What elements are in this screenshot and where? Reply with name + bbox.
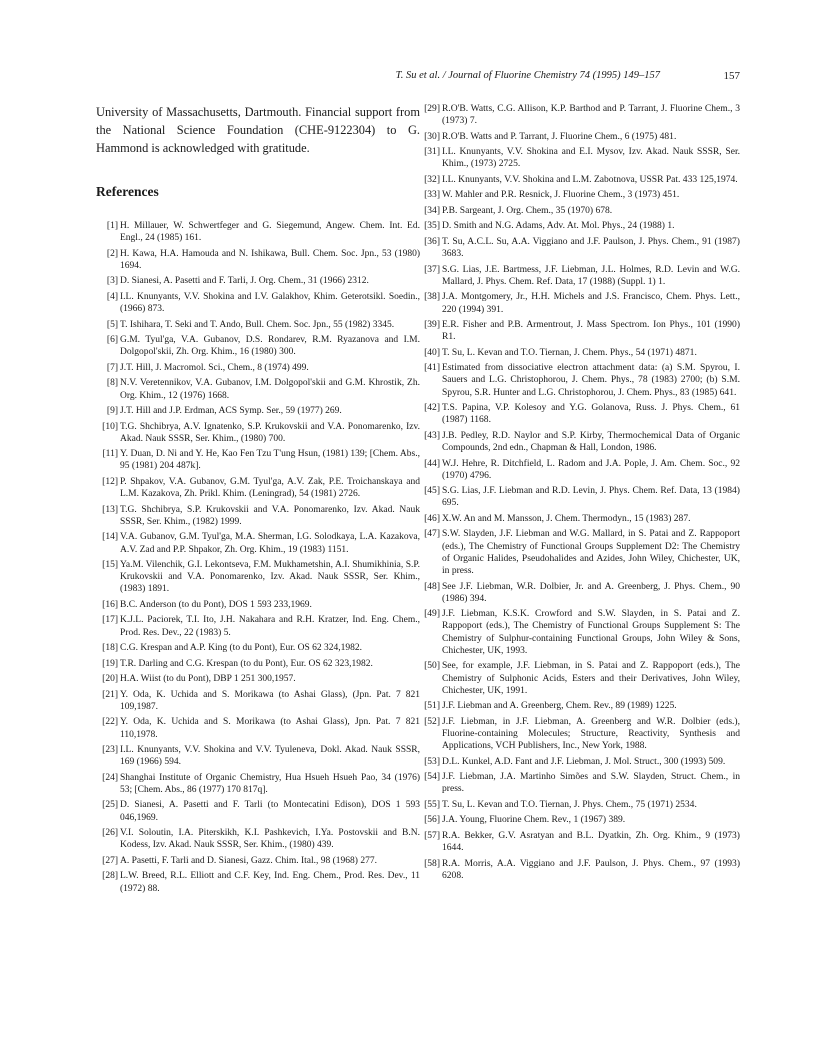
reference-item	[418, 189, 740, 201]
reference-item	[418, 347, 740, 359]
reference-number: [38]	[424, 291, 440, 303]
reference-item	[96, 377, 420, 401]
reference-text: J.B. Pedley, R.D. Naylor and S.P. Kirby, Thermochemical Data of Organic Compounds, 2nd edn., Chapman & Hall, London, 1986.	[442, 429, 740, 454]
reference-item	[96, 531, 420, 555]
reference-number: [1]	[106, 221, 118, 231]
reference-number: [48]	[424, 580, 440, 592]
reference-text: See, for example, J.F. Liebman, in S. Patai and Z. Rappoport (eds.), The Chemistry of Sulphonic Acids, Esters and their Derivatives, John Wiley, Chichester, UK, 1991.	[442, 660, 740, 696]
reference-text: Estimated from dissociative electron attachment data: (a) S.M. Spyrou, I. Sauers and L.G. Christophorou, J. Chem. Phys., 78 (1983) 2700; (b) S.M. Spyrou, S.R. Hunter and L.G. Christophorou, J. Chem. Phys., 83 (1985) 641.	[442, 362, 740, 398]
reference-number: [18]	[102, 643, 118, 654]
reference-text: J.T. Hill and J.P. Erdman, ACS Symp. Ser., 59 (1977) 269.	[120, 406, 342, 417]
reference-list-left	[96, 220, 420, 895]
running-head: T. Su et al. / Journal of Fluorine Chemistry 74 (1995) 149–157	[395, 70, 660, 81]
reference-text: V.I. Soloutin, I.A. Piterskikh, K.I. Pashkevich, I.Ya. Postovskii and B.N. Kodess, Izv. Akad. Nauk SSSR, Ser. Khim., (1980) 439.	[120, 828, 420, 851]
reference-text: R.O'B. Watts, C.G. Allison, K.P. Barthod and P. Tarrant, J. Fluorine Chem., 3 (1973) 7.	[442, 103, 740, 127]
reference-text: Y. Duan, D. Ni and Y. He, Kao Fen Tzu T'ung Hsun, (1981) 139; [Chem. Abs., 95 (1981) 204 487k].	[120, 449, 420, 472]
reference-item	[418, 716, 740, 753]
reference-number: [2]	[106, 248, 118, 259]
reference-number: [15]	[102, 560, 118, 571]
reference-text: D.L. Kunkel, A.D. Fant and J.F. Liebman, J. Mol. Struct., 300 (1993) 509.	[442, 755, 726, 767]
right-column	[418, 103, 740, 885]
references-heading: References	[96, 184, 159, 199]
reference-text: X.W. An and M. Mansson, J. Chem. Thermodyn., 15 (1983) 287.	[442, 512, 691, 524]
reference-text: T. Su, L. Kevan and T.O. Tiernan, J. Chem. Phys., 54 (1971) 4871.	[442, 346, 697, 358]
reference-item	[418, 402, 740, 426]
reference-item	[418, 264, 740, 288]
reference-text: N.V. Veretennikov, V.A. Gubanov, I.M. Dolgopol'skii and G.M. Khrostik, Zh. Org. Khim., 12 (1976) 1668.	[120, 378, 420, 401]
reference-number: [39]	[424, 319, 440, 331]
reference-text: P. Shpakov, V.A. Gubanov, G.M. Tyul'ga, A.V. Zak, P.E. Troichanskaya and L.M. Kazakova, Zh. Prikl. Khim. (Leningrad), 54 (1981) 2726.	[120, 476, 420, 500]
reference-number: [26]	[102, 828, 118, 839]
reference-item	[96, 772, 420, 796]
reference-item	[96, 291, 420, 315]
reference-text: T. Su, A.C.L. Su, A.A. Viggiano and J.F. Paulson, J. Phys. Chem., 91 (1987) 3683.	[442, 235, 740, 260]
reference-text: J.F. Liebman and A. Greenberg, Chem. Rev., 89 (1989) 1225.	[442, 700, 677, 712]
reference-item	[418, 660, 740, 697]
reference-number: [42]	[424, 402, 440, 414]
reference-number: [35]	[424, 220, 440, 232]
reference-text: T.G. Shchibrya, S.P. Krukovskii and V.A. Ponomarenko, Izv. Akad. Nauk SSSR, Ser. Khim., (1982) 1999.	[120, 504, 420, 527]
left-column	[96, 103, 420, 898]
reference-item	[418, 700, 740, 712]
reference-text: K.J.L. Paciorek, T.I. Ito, J.H. Nakahara and R.H. Kratzer, Ind. Eng. Chem., Prod. Res. Dev., 22 (1983) 5.	[120, 615, 420, 638]
reference-item	[418, 608, 740, 657]
reference-number: [34]	[424, 204, 440, 216]
reference-item	[96, 220, 420, 244]
reference-text: V.A. Gubanov, G.M. Tyul'ga, M.A. Sherman, I.G. Solodkaya, L.A. Kazakova, A.V. Zad and P.P. Shpakor, Zh. Org. Khim., 19 (1983) 1151.	[120, 532, 420, 555]
reference-text: Ya.M. Vilenchik, G.I. Lekontseva, F.M. Mukhametshin, A.I. Shumikhinia, S.P. Krukovskii and V.A. Ponomarenko, Izv. Akad. Nauk SSSR, Ser. Khim., (1983) 1891.	[120, 560, 420, 595]
reference-number: [5]	[106, 319, 118, 330]
reference-number: [41]	[424, 362, 440, 374]
reference-number: [31]	[424, 146, 440, 158]
reference-number: [58]	[424, 857, 440, 869]
reference-number: [54]	[424, 771, 440, 783]
reference-number: [55]	[424, 798, 440, 810]
reference-number: [47]	[424, 528, 440, 540]
reference-text: D. Sianesi, A. Pasetti and F. Tarli (to Montecatini Edison), DOS 1 593 046,1969.	[120, 800, 420, 823]
reference-number: [9]	[106, 406, 118, 417]
reference-text: H.A. Wiist (to du Pont), DBP 1 251 300,1957.	[120, 674, 296, 685]
reference-text: A. Pasetti, F. Tarli and D. Sianesi, Gazz. Chim. Ital., 98 (1968) 277.	[120, 855, 377, 866]
reference-item	[96, 421, 420, 445]
reference-item	[96, 744, 420, 768]
reference-number: [29]	[424, 103, 440, 114]
reference-text: I.L. Knunyants, V.V. Shokina and L.M. Zabotnova, USSR Pat. 433 125,1974.	[442, 173, 738, 185]
reference-item	[418, 236, 740, 260]
reference-number: [56]	[424, 814, 440, 826]
reference-text: T.R. Darling and C.G. Krespan (to du Pont), Eur. OS 62 323,1982.	[120, 658, 373, 669]
reference-item	[418, 430, 740, 454]
reference-item	[96, 504, 420, 528]
reference-item	[418, 756, 740, 768]
reference-number: [50]	[424, 660, 440, 672]
reference-number: [12]	[102, 476, 118, 487]
acknowledgement-text: University of Massachusetts, Dartmouth. Financial support from the National Science Foundation (CHE-9122304) to G. Hammond is acknowledged with gratitude.	[96, 105, 420, 155]
reference-item	[96, 689, 420, 713]
reference-item	[418, 291, 740, 315]
reference-number: [3]	[106, 276, 118, 287]
reference-text: S.G. Lias, J.E. Bartmess, J.F. Liebman, J.L. Holmes, R.D. Levin and W.G. Mallard, J. Phys. Chem. Ref. Data, 17 (1988) (Suppl. 1) 1.	[442, 263, 740, 287]
reference-item	[418, 830, 740, 854]
reference-text: R.A. Morris, A.A. Viggiano and J.F. Paulson, J. Phys. Chem., 97 (1993) 6208.	[442, 857, 740, 881]
reference-item	[96, 799, 420, 823]
reference-item	[96, 334, 420, 358]
reference-item	[96, 642, 420, 654]
reference-item	[418, 174, 740, 186]
reference-number: [24]	[102, 772, 118, 783]
reference-item	[418, 220, 740, 232]
reference-text: L.W. Breed, R.L. Elliott and C.F. Key, Ind. Eng. Chem., Prod. Res. Dev., 11 (1972) 88.	[120, 871, 420, 894]
reference-number: [13]	[102, 504, 118, 515]
reference-item	[96, 673, 420, 685]
reference-number: [25]	[102, 800, 118, 811]
reference-item	[418, 205, 740, 217]
reference-number: [43]	[424, 429, 440, 441]
reference-item	[96, 275, 420, 287]
reference-text: See J.F. Liebman, W.R. Dolbier, Jr. and A. Greenberg, J. Phys. Chem., 90 (1986) 394.	[442, 580, 740, 604]
reference-number: [32]	[424, 173, 440, 185]
reference-number: [14]	[102, 532, 118, 543]
reference-number: [8]	[106, 378, 118, 389]
reference-text: H. Millauer, W. Schwertfeger and G. Siegemund, Angew. Chem. Int. Ed. Engl., 24 (1985) 161.	[120, 221, 420, 244]
reference-text: I.L. Knunyants, V.V. Shokina and E.I. Mysov, Izv. Akad. Nauk SSSR, Ser. Khim., (1973) 2725.	[442, 146, 740, 170]
reference-number: [45]	[424, 485, 440, 497]
reference-text: S.W. Slayden, J.F. Liebman and W.G. Mallard, in S. Patai and Z. Rappoport (eds.), The Chemistry of Functional Groups Supplement D2: The Chemistry of Organic Halides, Pseudohalides and Azides, John Wiley, Chichester, UK, in press.	[442, 528, 740, 577]
reference-item	[418, 528, 740, 577]
reference-item	[418, 799, 740, 811]
reference-item	[96, 559, 420, 596]
reference-item	[418, 103, 740, 127]
reference-text: S.G. Lias, J.F. Liebman and R.D. Levin, J. Phys. Chem. Ref. Data, 13 (1984) 695.	[442, 485, 740, 509]
reference-item	[96, 716, 420, 740]
reference-number: [17]	[102, 615, 118, 626]
reference-text: R.O'B. Watts and P. Tarrant, J. Fluorine Chem., 6 (1975) 481.	[442, 130, 677, 142]
reference-item	[96, 658, 420, 670]
reference-item	[418, 858, 740, 882]
reference-text: H. Kawa, H.A. Hamouda and N. Ishikawa, Bull. Chem. Soc. Jpn., 53 (1980) 1694.	[120, 248, 420, 271]
reference-number: [57]	[424, 829, 440, 841]
reference-item	[96, 870, 420, 894]
reference-item	[96, 614, 420, 638]
reference-item	[418, 513, 740, 525]
reference-item	[96, 362, 420, 374]
reference-item	[96, 476, 420, 500]
reference-text: C.G. Krespan and A.P. King (to du Pont), Eur. OS 62 324,1982.	[120, 643, 362, 654]
reference-item	[96, 319, 420, 331]
reference-text: I.L. Knunyants, V.V. Shokina and V.V. Tyuleneva, Dokl. Akad. Nauk SSSR, 169 (1966) 594.	[120, 745, 420, 768]
reference-text: R.A. Bekker, G.V. Asratyan and B.L. Dyatkin, Zh. Org. Khim., 9 (1973) 1644.	[442, 829, 740, 854]
reference-text: T.S. Papina, V.P. Kolesoy and Y.G. Golanova, Russ. J. Phys. Chem., 61 (1987) 1168.	[442, 402, 740, 426]
reference-number: [33]	[424, 189, 440, 201]
reference-text: Y. Oda, K. Uchida and S. Morikawa (to Ashai Glass), Jpn. Pat. 7 821 110,1978.	[120, 717, 420, 740]
reference-item	[418, 814, 740, 826]
page-header	[96, 70, 740, 84]
reference-number: [49]	[424, 608, 440, 620]
reference-list-right	[418, 103, 740, 882]
reference-text: Shanghai Institute of Organic Chemistry, Hua Hsueh Hsueh Pao, 34 (1976) 53; [Chem. Abs., 86 (1977) 170 817q].	[120, 772, 420, 795]
reference-text: E.R. Fisher and P.B. Armentrout, J. Mass Spectrom. Ion Phys., 101 (1990) R1.	[442, 319, 740, 343]
reference-number: [53]	[424, 755, 440, 767]
reference-text: J.F. Liebman, K.S.K. Crowford and S.W. Slayden, in S. Patai and Z. Rappoport (eds.), The Chemistry of Functional Groups Supplement S: The Chemistry of Sulphur-containing Functional Groups, John Wiley & Sons, Chichester, UK, 1993.	[442, 608, 740, 656]
reference-text: D. Smith and N.G. Adams, Adv. At. Mol. Phys., 24 (1988) 1.	[442, 220, 675, 232]
reference-number: [19]	[102, 658, 118, 669]
reference-text: Y. Oda, K. Uchida and S. Morikawa (to Ashai Glass), (Jpn. Pat. 7 821 109,1987.	[120, 689, 420, 712]
reference-number: [7]	[106, 362, 118, 373]
reference-number: [16]	[102, 599, 118, 610]
reference-item	[418, 771, 740, 795]
reference-text: G.M. Tyul'ga, V.A. Gubanov, D.S. Rondarev, R.M. Ryazanova and I.M. Dolgopol'skii, Zh. Org. Khim., 16 (1980) 300.	[120, 335, 420, 358]
reference-text: J.F. Liebman, J.A. Martinho Simões and S.W. Slayden, Struct. Chem., in press.	[442, 771, 740, 795]
reference-number: [22]	[102, 717, 118, 728]
reference-item	[96, 855, 420, 867]
reference-text: B.C. Anderson (to du Pont), DOS 1 593 233,1969.	[120, 599, 312, 610]
reference-number: [6]	[106, 335, 118, 346]
reference-text: D. Sianesi, A. Pasetti and F. Tarli, J. Org. Chem., 31 (1966) 2312.	[120, 276, 369, 287]
reference-text: J.A. Montgomery, Jr., H.H. Michels and J.S. Francisco, Chem. Phys. Lett., 220 (1994) 391.	[442, 291, 740, 315]
reference-number: [28]	[102, 871, 118, 882]
reference-number: [30]	[424, 130, 440, 142]
reference-item	[96, 248, 420, 272]
reference-item	[418, 581, 740, 605]
reference-item	[96, 827, 420, 851]
page-number: 157	[723, 70, 740, 82]
reference-number: [11]	[102, 449, 118, 460]
reference-number: [36]	[424, 235, 440, 247]
reference-text: W.J. Hehre, R. Ditchfield, L. Radom and J.A. Pople, J. Am. Chem. Soc., 92 (1970) 4796.	[442, 457, 740, 481]
reference-number: [20]	[102, 674, 118, 685]
reference-item	[418, 458, 740, 482]
reference-number: [40]	[424, 346, 440, 358]
reference-text: J.A. Young, Fluorine Chem. Rev., 1 (1967) 389.	[442, 814, 626, 826]
reference-number: [51]	[424, 700, 440, 712]
reference-text: W. Mahler and P.R. Resnick, J. Fluorine Chem., 3 (1973) 451.	[442, 189, 680, 201]
reference-number: [37]	[424, 263, 440, 275]
reference-number: [10]	[102, 421, 118, 432]
reference-item	[418, 485, 740, 509]
reference-text: I.L. Knunyants, V.V. Shokina and I.V. Galakhov, Khim. Geterotsikl. Soedin., (1966) 873.	[120, 291, 420, 315]
reference-number: [52]	[424, 715, 440, 727]
reference-item	[418, 131, 740, 143]
reference-text: T.G. Shchibrya, A.V. Ignatenko, S.P. Krukovskii and V.A. Ponomarenko, Izv. Akad. Nauk SSSR, Ser. Khim., (1980) 700.	[120, 421, 420, 444]
reference-item	[96, 405, 420, 417]
reference-number: [46]	[424, 512, 440, 524]
reference-item	[418, 319, 740, 343]
reference-item	[96, 448, 420, 472]
reference-item	[418, 146, 740, 170]
reference-number: [27]	[102, 855, 118, 866]
reference-text: P.B. Sargeant, J. Org. Chem., 35 (1970) 678.	[442, 204, 613, 216]
reference-number: [21]	[102, 689, 118, 700]
reference-number: [23]	[102, 745, 118, 756]
reference-number: [44]	[424, 457, 440, 469]
reference-item	[418, 362, 740, 399]
reference-number: [4]	[106, 291, 118, 302]
reference-item	[96, 599, 420, 611]
reference-text: J.T. Hill, J. Macromol. Sci., Chem., 8 (1974) 499.	[120, 362, 309, 373]
reference-text: T. Ishihara, T. Seki and T. Ando, Bull. Chem. Soc. Jpn., 55 (1982) 3345.	[120, 319, 395, 330]
reference-text: J.F. Liebman, in J.F. Liebman, A. Greenberg and W.R. Dolbier (eds.), Fluorine-containing Molecules; Structure, Reactivity, Synthesis and Applications, VCH Publishers, Inc., New York, 1988.	[442, 715, 740, 752]
reference-text: T. Su, L. Kevan and T.O. Tiernan, J. Phys. Chem., 75 (1971) 2534.	[442, 798, 697, 810]
